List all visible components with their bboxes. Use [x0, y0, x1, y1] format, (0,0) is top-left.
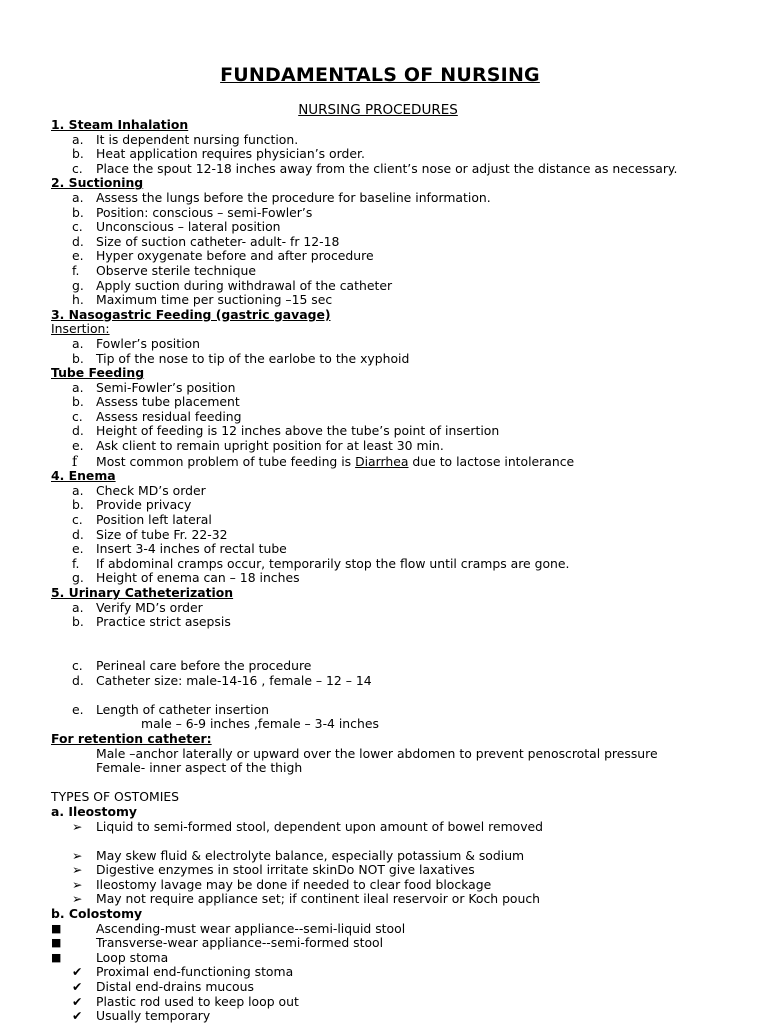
- list-item: [51, 615, 761, 630]
- list-item: [51, 965, 761, 980]
- item-text: Loop stoma: [96, 949, 169, 965]
- list-item: [51, 395, 761, 410]
- item-text: [96, 454, 574, 470]
- list-item: [51, 454, 761, 470]
- section-heading-retention: For retention catheter:: [51, 730, 212, 746]
- subheading-insertion: Insertion:: [51, 321, 110, 337]
- item-text: May skew fluid & electrolyte balance, especially potassium & sodium: [96, 847, 525, 863]
- item-marker: b.: [72, 350, 84, 366]
- item-text: Female- inner aspect of the thigh: [96, 760, 303, 776]
- item-marker: e.: [72, 438, 84, 454]
- blank-line: [51, 630, 761, 645]
- list-item: [51, 557, 761, 572]
- list-item: [51, 279, 761, 294]
- item-marker: e.: [72, 701, 84, 717]
- item-text: Unconscious – lateral position: [96, 219, 281, 235]
- item-marker: d.: [72, 423, 84, 439]
- item-marker: b.: [72, 394, 84, 410]
- item-text: Check MD’s order: [96, 482, 206, 498]
- section-heading-suctioning: 2. Suctioning: [51, 175, 144, 191]
- item-marker: d.: [72, 672, 84, 688]
- blank-line: [51, 776, 761, 791]
- item-text: Fowler’s position: [96, 335, 200, 351]
- list-item: [51, 995, 761, 1010]
- item-marker: b.: [72, 146, 84, 162]
- item-marker: f.: [72, 555, 80, 571]
- list-item: [51, 980, 761, 995]
- list-item: [51, 498, 761, 513]
- item-text-underlined: Diarrhea: [355, 453, 409, 469]
- item-marker: a.: [72, 379, 84, 395]
- item-marker: g.: [72, 570, 84, 586]
- item-marker: c.: [72, 408, 83, 424]
- item-marker: f.: [72, 262, 80, 278]
- item-text: Size of tube Fr. 22-32: [96, 526, 228, 542]
- item-text: Digestive enzymes in stool irritate skinDo NOT give laxatives: [96, 862, 475, 878]
- item-marker: e.: [72, 541, 84, 557]
- item-marker: b.: [72, 497, 84, 513]
- item-marker: a.: [72, 131, 84, 147]
- item-detail-text: male – 6-9 inches ,female – 3-4 inches: [141, 716, 379, 732]
- item-marker: b.: [72, 614, 84, 630]
- item-text: It is dependent nursing function.: [96, 131, 299, 147]
- list-item: [51, 528, 761, 543]
- square-bullet-icon: ■: [51, 936, 62, 950]
- list-item: [51, 381, 761, 396]
- item-text: Place the spout 12-18 inches away from the client’s nose or adjust the distance as necessary.: [96, 160, 678, 176]
- arrow-bullet-icon: ➢: [72, 847, 83, 863]
- blank-line: [51, 688, 761, 703]
- item-text: Height of feeding is 12 inches above the tube’s point of insertion: [96, 423, 500, 439]
- square-bullet-icon: ■: [51, 950, 62, 964]
- item-marker: f: [72, 453, 78, 470]
- item-marker: c.: [72, 512, 83, 528]
- item-marker: d.: [72, 526, 84, 542]
- item-text: Male –anchor laterally or upward over the lower abdomen to prevent penoscrotal pressure: [96, 745, 658, 761]
- list-item: [51, 293, 761, 308]
- list-item-detail: [51, 717, 761, 732]
- item-text: Liquid to semi-formed stool, dependent upon amount of bowel removed: [96, 818, 544, 834]
- item-marker: h.: [72, 292, 84, 308]
- list-item: [51, 220, 761, 235]
- item-marker: a.: [72, 482, 84, 498]
- item-text: Insert 3-4 inches of rectal tube: [96, 541, 287, 557]
- item-text: Catheter size: male-14-16 , female – 12 – 14: [96, 672, 372, 688]
- item-text: Ascending-must wear appliance--semi-liquid stool: [96, 920, 406, 936]
- check-bullet-icon: ✔: [72, 964, 83, 980]
- item-text: Heat application requires physician’s order.: [96, 146, 365, 162]
- section-heading-urinary: 5. Urinary Catheterization: [51, 585, 234, 600]
- document-body: [51, 118, 761, 1024]
- list-item: [51, 249, 761, 264]
- item-marker: a.: [72, 335, 84, 351]
- subheading-ileostomy: a. Ileostomy: [51, 803, 137, 819]
- item-text: Height of enema can – 18 inches: [96, 570, 300, 586]
- item-text: Practice strict asepsis: [96, 614, 231, 630]
- blank-line: [51, 834, 761, 849]
- list-item: [51, 936, 761, 951]
- item-text-post: due to lactose intolerance: [408, 453, 575, 469]
- item-text: Verify MD’s order: [96, 599, 203, 615]
- list-item: [51, 424, 761, 439]
- document-title: FUNDAMENTALS OF NURSING: [220, 64, 540, 86]
- check-bullet-icon: ✔: [72, 979, 83, 995]
- check-bullet-icon: ✔: [72, 1008, 83, 1024]
- list-item: [51, 863, 761, 878]
- item-text: May not require appliance set; if continent ileal reservoir or Koch pouch: [96, 891, 541, 907]
- item-marker: e.: [72, 248, 84, 264]
- item-marker: c.: [72, 657, 83, 673]
- list-item: [51, 162, 761, 177]
- list-item: [51, 191, 761, 206]
- list-item: [51, 133, 761, 148]
- list-item: [51, 147, 761, 162]
- list-item: [51, 439, 761, 454]
- item-marker: g.: [72, 277, 84, 293]
- list-item: [51, 352, 761, 367]
- item-text: Transverse-wear appliance--semi-formed stool: [96, 935, 384, 951]
- item-text: Distal end-drains mucous: [96, 979, 254, 995]
- item-text: Observe sterile technique: [96, 262, 256, 278]
- list-item: [51, 674, 761, 689]
- list-item: [51, 849, 761, 864]
- list-item: [51, 513, 761, 528]
- list-item: [51, 1009, 761, 1024]
- item-marker: b.: [72, 204, 84, 220]
- item-text: Proximal end-functioning stoma: [96, 964, 294, 980]
- section-heading-ostomies: TYPES OF OSTOMIES: [51, 789, 180, 805]
- list-item: [51, 542, 761, 557]
- item-marker: c.: [72, 219, 83, 235]
- list-item: [51, 206, 761, 221]
- list-item: [51, 761, 761, 776]
- check-bullet-icon: ✔: [72, 993, 83, 1009]
- list-item: [51, 703, 761, 718]
- square-bullet-icon: ■: [51, 921, 62, 935]
- list-item: [51, 410, 761, 425]
- list-item: [51, 820, 761, 835]
- list-item: [51, 571, 761, 586]
- list-item: [51, 892, 761, 907]
- item-text: Perineal care before the procedure: [96, 657, 312, 673]
- item-text: Provide privacy: [96, 497, 192, 513]
- list-item: [51, 601, 761, 616]
- item-text: Semi-Fowler’s position: [96, 379, 236, 395]
- list-item: [51, 337, 761, 352]
- section-heading-tube-feeding: Tube Feeding: [51, 365, 145, 381]
- list-item: [51, 922, 761, 937]
- item-marker: c.: [72, 160, 83, 176]
- item-text-pre: Most common problem of tube feeding is: [96, 453, 356, 469]
- item-text: Assess the lungs before the procedure for baseline information.: [96, 189, 491, 205]
- item-text: Ask client to remain upright position for at least 30 min.: [96, 438, 444, 454]
- item-marker: a.: [72, 189, 84, 205]
- blank-line: [51, 644, 761, 659]
- item-text: Position left lateral: [96, 512, 212, 528]
- item-text: Length of catheter insertion: [96, 701, 270, 717]
- list-item: [51, 484, 761, 499]
- arrow-bullet-icon: ➢: [72, 891, 83, 907]
- arrow-bullet-icon: ➢: [72, 818, 83, 834]
- section-heading-nasogastric: 3. Nasogastric Feeding (gastric gavage): [51, 306, 331, 322]
- item-text: Ileostomy lavage may be done if needed to clear food blockage: [96, 876, 492, 892]
- item-text: Size of suction catheter- adult- fr 12-18: [96, 233, 340, 249]
- list-item: [51, 747, 761, 762]
- list-item: [51, 235, 761, 250]
- subheading-colostomy: b. Colostomy: [51, 906, 143, 922]
- item-text: Usually temporary: [96, 1008, 211, 1024]
- item-text: Assess tube placement: [96, 394, 240, 410]
- document-subtitle: NURSING PROCEDURES: [298, 102, 458, 118]
- list-item: [51, 659, 761, 674]
- item-text: Position: conscious – semi-Fowler’s: [96, 204, 313, 220]
- list-item: [51, 264, 761, 279]
- list-item: [51, 951, 761, 966]
- item-text: Apply suction during withdrawal of the catheter: [96, 277, 393, 293]
- item-text: Hyper oxygenate before and after procedure: [96, 248, 374, 264]
- item-text: Plastic rod used to keep loop out: [96, 993, 299, 1009]
- item-text: Assess residual feeding: [96, 408, 242, 424]
- item-marker: d.: [72, 233, 84, 249]
- item-text: Maximum time per suctioning –15 sec: [96, 292, 333, 308]
- section-heading-steam: 1. Steam Inhalation: [51, 117, 189, 132]
- section-heading-enema: 4. Enema: [51, 468, 116, 484]
- arrow-bullet-icon: ➢: [72, 862, 83, 878]
- list-item: [51, 878, 761, 893]
- arrow-bullet-icon: ➢: [72, 876, 83, 892]
- item-text: If abdominal cramps occur, temporarily stop the flow until cramps are gone.: [96, 555, 570, 571]
- item-marker: a.: [72, 599, 84, 615]
- item-text: Tip of the nose to tip of the earlobe to the xyphoid: [96, 350, 410, 366]
